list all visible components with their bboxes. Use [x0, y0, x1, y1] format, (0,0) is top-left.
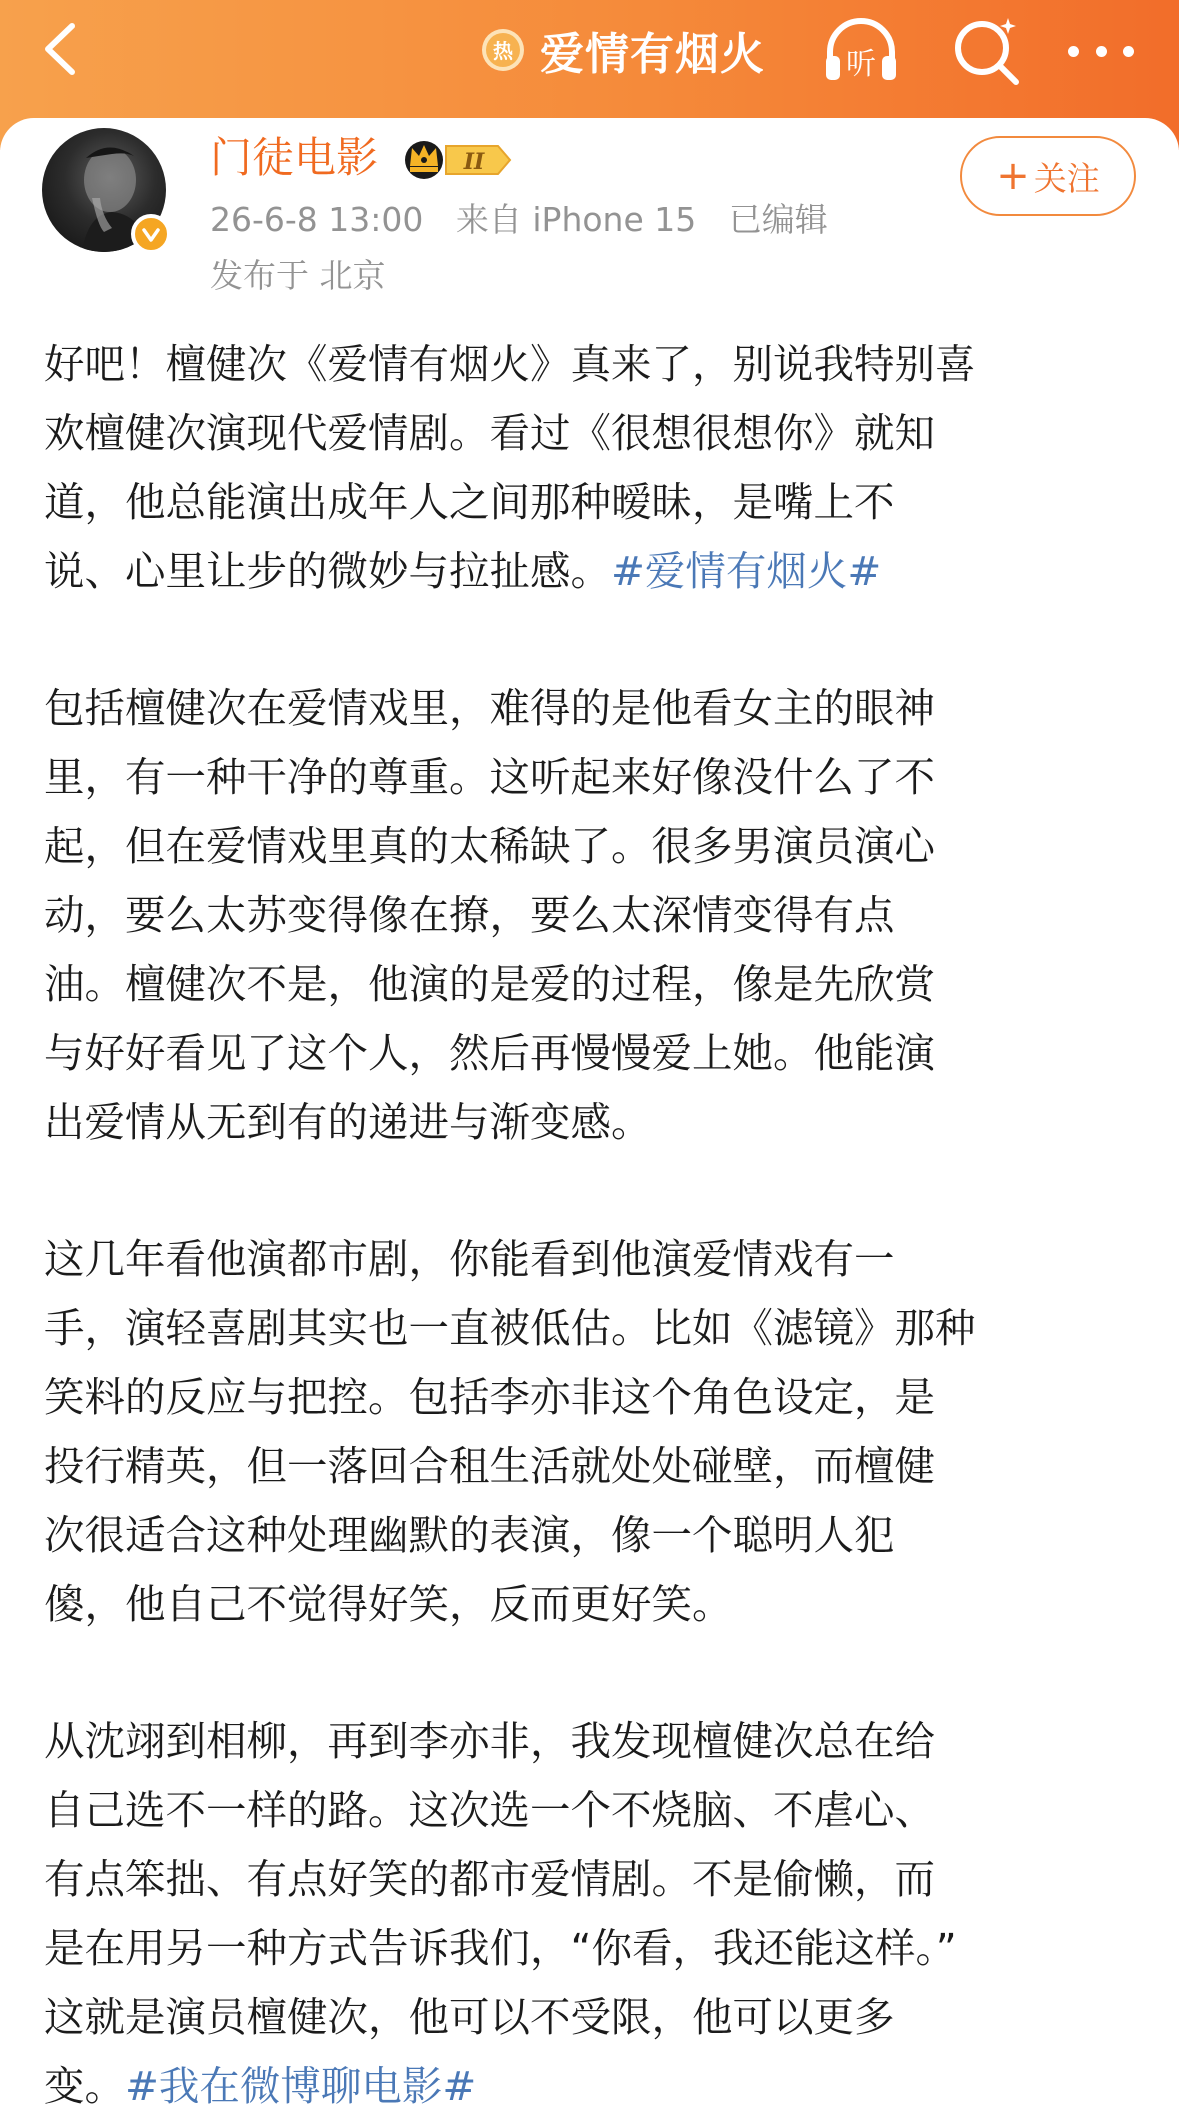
- crown-icon: [400, 136, 448, 180]
- line-text: 好吧！檀健次《爱情有烟火》真来了，别说我特别喜: [44, 340, 976, 388]
- listen-label: 听: [846, 47, 876, 82]
- text-line: [44, 1363, 1144, 1432]
- line-text: 欢檀健次演现代爱情剧。看过《很想很想你》就知: [44, 409, 935, 457]
- text-line: [44, 1501, 1144, 1570]
- post-paragraph: [44, 1225, 1144, 1639]
- line-text: 里，有一种干净的尊重。这听起来好像没什么了不: [44, 753, 935, 801]
- line-text: 这几年看他演都市剧，你能看到他演爱情戏有一: [44, 1235, 895, 1283]
- line-text: 这就是演员檀健次，他可以不受限，他可以更多: [44, 1993, 895, 2041]
- text-line: [44, 1019, 1144, 1088]
- search-icon: [948, 10, 1024, 92]
- text-line: [44, 1983, 1144, 2052]
- line-text: 道，他总能演出成年人之间那种暧昧，是嘴上不: [44, 478, 895, 526]
- hot-flame-icon: [480, 27, 526, 73]
- post-paragraph: [44, 330, 1144, 606]
- line-text: 手，演轻喜剧其实也一直被低估。比如《滤镜》那种: [44, 1304, 976, 1352]
- post-meta: [210, 198, 828, 242]
- line-text: 油。檀健次不是，他演的是爱的过程，像是先欣赏: [44, 960, 935, 1008]
- dot-icon: [1096, 46, 1107, 57]
- author-name[interactable]: 门徒电影: [210, 133, 379, 182]
- line-text: 出爱情从无到有的递进与渐变感。: [44, 1098, 652, 1146]
- post-location: 发布于 北京: [210, 256, 386, 295]
- line-text: 是在用另一种方式告诉我们，“你看，我还能这样。”: [44, 1924, 957, 1972]
- search-button[interactable]: [948, 10, 1024, 92]
- follow-button[interactable]: [960, 136, 1136, 216]
- text-line: [44, 674, 1144, 743]
- line-text: 投行精英，但一落回合租生活就处处碰壁，而檀健: [44, 1442, 935, 1490]
- text-line: [44, 1914, 1144, 1983]
- hashtag-link[interactable]: #我在微博聊电影#: [125, 2062, 477, 2107]
- post-source: 来自 iPhone 15: [455, 200, 697, 239]
- post-body: [44, 330, 1144, 2107]
- text-line: [44, 1570, 1144, 1639]
- post-date: 26-6-8 13:00: [210, 200, 424, 239]
- text-line: [44, 1432, 1144, 1501]
- post-paragraph: [44, 1707, 1144, 2107]
- line-text: 变。: [44, 2062, 125, 2107]
- chevron-left-icon: [30, 14, 100, 84]
- verified-v-icon: [139, 222, 163, 246]
- hashtag-link[interactable]: #爱情有烟火#: [611, 547, 882, 595]
- text-line: [44, 1088, 1144, 1157]
- headphones-icon: [820, 10, 902, 92]
- text-line: [44, 468, 1144, 537]
- text-line: [44, 1845, 1144, 1914]
- topic-title-area[interactable]: [480, 14, 765, 86]
- verified-badge: [131, 214, 171, 254]
- line-text: 与好好看见了这个人，然后再慢慢爱上她。他能演: [44, 1029, 935, 1077]
- text-line: [44, 1294, 1144, 1363]
- more-options-button[interactable]: [1062, 12, 1140, 90]
- line-text: 包括檀健次在爱情戏里，难得的是他看女主的眼神: [44, 684, 935, 732]
- text-line: [44, 950, 1144, 1019]
- dot-icon: [1068, 46, 1079, 57]
- text-line: [44, 1776, 1144, 1845]
- text-line: [44, 1225, 1144, 1294]
- line-text: 有点笨拙、有点好笑的都市爱情剧。不是偷懒，而: [44, 1855, 935, 1903]
- line-text: 自己选不一样的路。这次选一个不烧脑、不虐心、: [44, 1786, 935, 1834]
- text-line: [44, 812, 1144, 881]
- line-text: 傻，他自己不觉得好笑，反而更好笑。: [44, 1580, 733, 1628]
- plus-icon: +: [996, 153, 1030, 199]
- listen-button[interactable]: [820, 10, 902, 92]
- text-line: [44, 881, 1144, 950]
- post-edited[interactable]: 已编辑: [728, 200, 828, 239]
- line-text: 笑料的反应与把控。包括李亦非这个角色设定，是: [44, 1373, 935, 1421]
- text-line: [44, 743, 1144, 812]
- line-text: 次很适合这种处理幽默的表演，像一个聪明人犯: [44, 1511, 895, 1559]
- member-level-badge: [444, 142, 514, 178]
- text-line: [44, 2052, 1144, 2107]
- back-button[interactable]: [30, 14, 100, 84]
- text-line: [44, 330, 1144, 399]
- follow-label: 关注: [1033, 158, 1100, 198]
- line-text: 说、心里让步的微妙与拉扯感。: [44, 547, 611, 595]
- line-text: 从沈翊到相柳，再到李亦非，我发现檀健次总在给: [44, 1717, 935, 1765]
- text-line: [44, 1707, 1144, 1776]
- line-text: 起，但在爱情戏里真的太稀缺了。很多男演员演心: [44, 822, 935, 870]
- post-paragraph: [44, 674, 1144, 1157]
- text-line: [44, 537, 1144, 606]
- hot-badge-text: 热: [493, 39, 513, 63]
- topic-title: 爱情有烟火: [540, 29, 765, 80]
- line-text: 动，要么太苏变得像在撩，要么太深情变得有点: [44, 891, 895, 939]
- text-line: [44, 399, 1144, 468]
- dot-icon: [1123, 46, 1134, 57]
- level-badge-text: II: [463, 149, 485, 175]
